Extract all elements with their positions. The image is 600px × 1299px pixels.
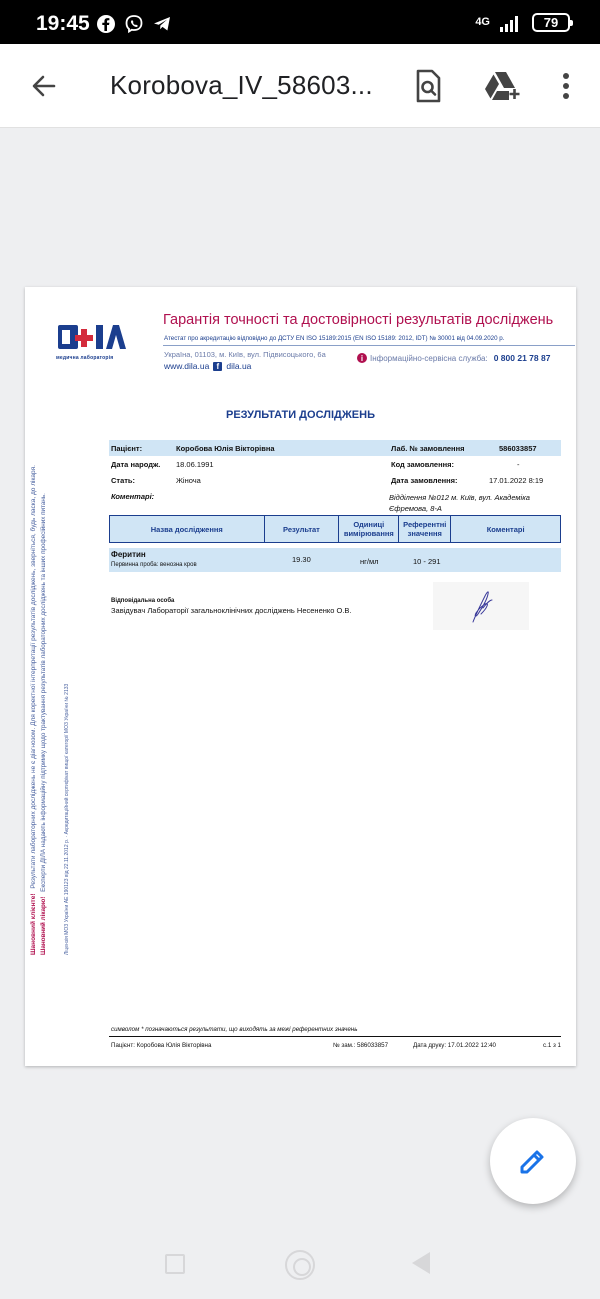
find-in-document-icon[interactable] xyxy=(408,66,448,106)
results-title: РЕЗУЛЬТАТИ ДОСЛІДЖЕНЬ xyxy=(226,409,375,421)
test-unit: нг/мл xyxy=(360,557,379,566)
order-date-value: 17.01.2022 8:19 xyxy=(489,476,544,485)
col-test-name: Назва дослідження xyxy=(110,516,265,543)
doctor-note-heading: Шановний лікарю! xyxy=(40,896,47,955)
sex-value: Жіноча xyxy=(176,476,201,485)
client-note-text: Результати лабораторних досліджень не є діагнозом. Для коректної інтерпретації результатів досліджень, зверніться, будь ласка, до лікаря. xyxy=(30,465,37,889)
service-label: Інформаційно-сервісна служба: xyxy=(370,353,488,363)
status-bar xyxy=(0,0,600,44)
responsible-label: Відповідальна особа xyxy=(111,598,175,604)
document-page xyxy=(25,287,576,1066)
patient-label: Пацієнт: xyxy=(111,444,143,453)
notification-icons xyxy=(96,14,172,34)
table-row xyxy=(109,548,561,572)
footer-page: с.1 з 1 xyxy=(543,1042,561,1049)
test-result: 19.30 xyxy=(292,555,311,564)
battery-level: 79 xyxy=(543,15,559,30)
license-note xyxy=(63,425,75,955)
telegram-icon xyxy=(152,14,172,34)
col-result: Результат xyxy=(264,516,339,543)
status-indicators xyxy=(475,13,570,32)
footer-order: № зам.: 586033857 xyxy=(333,1042,389,1049)
contact-links xyxy=(164,361,251,371)
network-type-label: 4G xyxy=(475,16,490,28)
department: Відділення №012 м. Київ, вул. Академіка Єфремова, 8-А xyxy=(389,493,530,513)
battery-icon xyxy=(532,13,570,32)
order-code-label: Код замовлення: xyxy=(391,460,455,469)
comments-label: Коментарі: xyxy=(111,492,155,501)
edit-fab-button[interactable] xyxy=(490,1118,576,1204)
status-time: 19:45 xyxy=(36,12,90,35)
responsible-person: Завідувач Лабораторії загальноклінічних досліджень Несененко О.В. xyxy=(111,606,352,615)
add-to-drive-icon[interactable] xyxy=(482,66,522,106)
footer-patient: Пацієнт: Коробова Юлія Вікторівна xyxy=(111,1042,212,1049)
pencil-icon xyxy=(517,1145,549,1177)
document-title: Korobova_IV_58603... xyxy=(110,70,373,100)
footnote: символом * позначаються результати, що виходять за межі референтних значень xyxy=(111,1026,358,1033)
signal-icon xyxy=(500,14,522,32)
test-reference: 10 - 291 xyxy=(413,557,441,566)
dob-row xyxy=(109,456,561,472)
home-button[interactable] xyxy=(285,1250,315,1280)
lab-address: Україна, 01103, м. Київ, вул. Підвисоцького, 6а xyxy=(164,350,326,359)
accreditation-text: Атестат про акредитацію відповідно до ДСТУ EN ISO 15189:2015 (EN ISO 15189: 2012, IDT) № 30001 від 04.09.2020 р. xyxy=(164,335,505,342)
info-icon: i xyxy=(357,353,367,363)
logo-caption: медична лабораторія xyxy=(56,355,114,361)
dila-logo xyxy=(57,321,127,359)
comments-row xyxy=(109,488,561,518)
facebook-link[interactable]: dila.ua xyxy=(226,361,252,371)
facebook-icon: f xyxy=(213,362,222,371)
sex-label: Стать: xyxy=(111,476,136,485)
doctor-note xyxy=(40,425,52,955)
header-divider xyxy=(163,345,575,346)
service-phone: 0 800 21 78 87 xyxy=(493,353,551,363)
nav-back-button[interactable] xyxy=(412,1252,430,1274)
results-table-header xyxy=(109,515,561,543)
patient-row xyxy=(109,440,561,456)
recent-apps-button[interactable] xyxy=(165,1254,185,1274)
footer-divider xyxy=(109,1036,561,1037)
dob-value: 18.06.1991 xyxy=(176,460,214,469)
col-unit: Одиниці вимірювання xyxy=(339,516,399,543)
lab-order-label: Лаб. № замовлення xyxy=(391,444,465,453)
footer-print-date: Дата друку: 17.01.2022 12:40 xyxy=(413,1042,496,1049)
lab-order-value: 586033857 xyxy=(499,444,537,453)
col-reference: Референтні значення xyxy=(399,516,451,543)
dob-label: Дата народж. xyxy=(111,460,161,469)
client-note-heading: Шановний клієнте! xyxy=(30,893,37,955)
back-arrow-icon[interactable] xyxy=(24,66,64,106)
sex-row xyxy=(109,472,561,488)
order-date-label: Дата замовлення: xyxy=(391,476,458,485)
order-code-value: - xyxy=(517,460,520,469)
signature-image xyxy=(433,582,529,630)
license-text: Ліцензія МОЗ України АЕ 190123 від 22.11.2012 р. · Акредитаційний сертифікат вищої категорії МОЗ України № 2133 xyxy=(64,683,70,955)
test-name: Феритин xyxy=(111,550,146,559)
test-sample: Первинна проба: венозна кров xyxy=(111,562,197,568)
more-options-icon[interactable] xyxy=(546,66,586,106)
system-nav-bar xyxy=(0,1230,600,1299)
patient-name: Коробова Юлія Вікторівна xyxy=(176,444,275,453)
viber-icon xyxy=(124,14,144,34)
guarantee-heading: Гарантія точності та достовірності результатів досліджень xyxy=(163,312,554,328)
website-link[interactable]: www.dila.ua xyxy=(164,361,210,371)
patient-info xyxy=(109,440,561,518)
app-bar xyxy=(0,44,600,128)
service-line xyxy=(357,353,550,363)
doctor-note-text: Експерти ДІЛА надають інформаційну підтримку щодо трактування результатів лабораторних досліджень та інших професійних питань. xyxy=(40,493,47,892)
col-comments: Коментарі xyxy=(451,516,561,543)
facebook-icon xyxy=(96,14,116,34)
